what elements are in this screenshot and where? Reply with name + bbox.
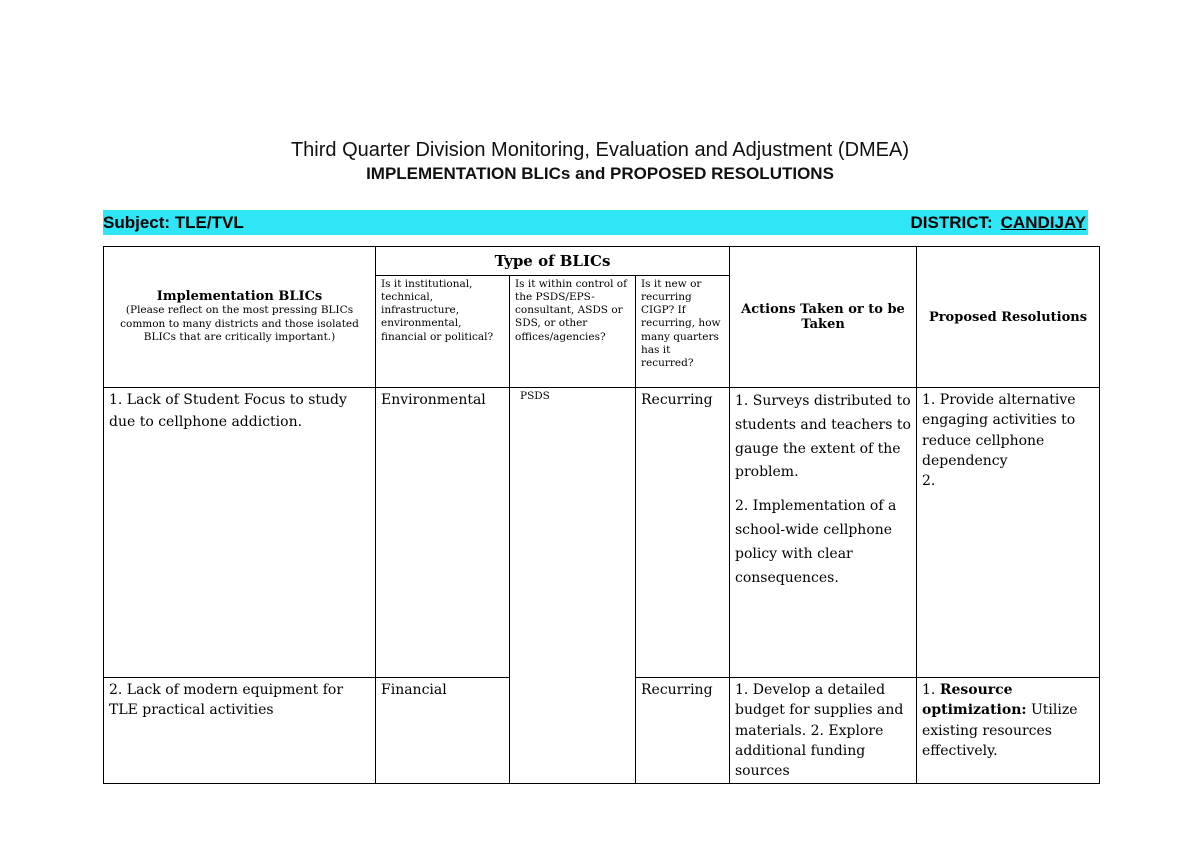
district-block (910, 213, 1086, 233)
row1-action-2: 2. Implementation of a school-wide cellphone policy with clear consequences. (735, 498, 897, 586)
col-header-resolutions: Proposed Resolutions (917, 247, 1100, 388)
table-row (104, 388, 1100, 678)
row2-blic: 2. Lack of modern equipment for TLE practical activities (104, 678, 376, 784)
row1-blic: 1. Lack of Student Focus to study due to cellphone addiction. (104, 388, 376, 678)
row1-action-1: 1. Surveys distributed to students and teachers to gauge the extent of the problem. (735, 393, 911, 481)
document-title: Third Quarter Division Monitoring, Evaluation and Adjustment (DMEA) (290, 139, 910, 161)
table-header-row (104, 247, 1100, 276)
row1-type: Environmental (376, 388, 510, 678)
subject-label: Subject: TLE/TVL (103, 213, 244, 232)
row2-resolutions (917, 678, 1100, 784)
row1-control: PSDS (510, 388, 636, 784)
district-label: DISTRICT: (910, 213, 993, 232)
row1-actions (730, 388, 917, 678)
row1-resolution-2: 2. (922, 473, 936, 490)
col-header-implementation (104, 247, 376, 388)
col-header-impl-note: (Please reflect on the most pressing BLICs common to many districts and those isolated BLICs that are critically important.) (120, 304, 359, 344)
row1-recurrence: Recurring (636, 388, 730, 678)
col-header-type-q3: Is it new or recurring CIGP? If recurring, how many quarters has it recurred? (636, 276, 730, 388)
row2-resolution-bold: Resource optimization: (922, 682, 1027, 719)
row1-resolutions (917, 388, 1100, 678)
col-header-actions: Actions Taken or to be Taken (730, 247, 917, 388)
row2-type: Financial (376, 678, 510, 784)
col-header-type: Type of BLICs (376, 247, 730, 276)
row2-actions: 1. Develop a detailed budget for supplies and materials. 2. Explore additional funding sources (730, 678, 917, 784)
document-subtitle: IMPLEMENTATION BLICs and PROPOSED RESOLUTIONS (366, 164, 834, 183)
col-header-impl-title: Implementation BLICs (156, 289, 323, 305)
col-header-type-q2: Is it within control of the PSDS/EPS-consultant, ASDS or SDS, or other offices/agencies? (510, 276, 636, 388)
row2-resolution-prefix: 1. (922, 682, 936, 698)
blic-table (103, 246, 1100, 784)
row2-resolution-rest: Utilize existing resources effectively. (922, 702, 1078, 759)
subject-bar (103, 210, 1088, 235)
district-value: CANDIJAY (1000, 213, 1086, 232)
row2-recurrence: Recurring (636, 678, 730, 784)
row1-resolution-1: 1. Provide alternative engaging activities to reduce cellphone dependency (922, 392, 1076, 469)
col-header-type-q1: Is it institutional, technical, infrastructure, environmental, financial or political? (376, 276, 510, 388)
